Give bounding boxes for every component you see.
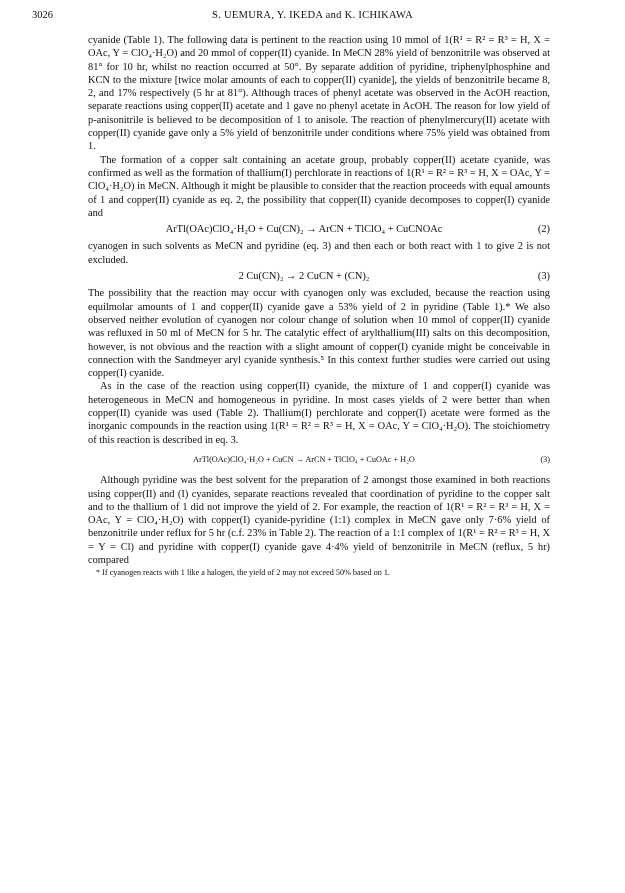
- running-title: S. UEMURA, Y. IKEDA and K. ICHIKAWA: [212, 10, 413, 21]
- equation-number: (2): [537, 224, 550, 236]
- paragraph: The formation of a copper salt containing an acetate group, probably copper(II) acetate cyanide, was confirmed as well as the formation of thallium(I) perchlorate in reactions of 1(R¹ = R² = R³ = H, X = OAc, Y = ClO₄·H₂O) in MeCN. Although it might be plausible to consider that the reaction proceeds with equal amounts of 1 and copper(II) cyanide as eq. 2, the possibility that copper(II) cyanide decomposes to copper(I) cyanide and: [88, 154, 550, 219]
- page-header: [32, 10, 593, 26]
- paragraph: The possibility that the reaction may occur with cyanogen only was excluded, because the reaction using equilmolar amounts of 1 and copper(II) cyanide gave a 53% yield of 2 in pyridine (Table 1).* We also observed neither evolution of cyanogen nor colour change of solution when 10 mmol of copper(II) cyanide was refluxed in 50 ml of MeCN for 5 hr. The catalytic effect of arylthallium(III) salts on this decomposition, however, is not obvious and the reaction with a slight amount of copper(I) cyanide might be conceivable in connection with the Sandmeyer aryl cyanide synthesis.⁵ In this context further studies were carried out using copper(I) cyanide.: [88, 288, 550, 380]
- article-body: [88, 34, 550, 578]
- equation-text: ArTl(OAc)ClO₄·H₂O + CuCN → ArCN + TlClO₄ + CuOAc + H₂O: [193, 454, 415, 464]
- page-number: 3026: [32, 10, 53, 21]
- equation: [88, 223, 550, 236]
- footnote: * If cyanogen reacts with 1 like a halogen, the yield of 2 may not exceed 50% based on 1.: [96, 568, 390, 578]
- equation-number: (3): [537, 271, 550, 283]
- equation-text: 2 Cu(CN)₂ → 2 CuCN + (CN)₂: [238, 271, 370, 283]
- equation: [88, 453, 550, 466]
- equation-number: (3): [540, 454, 550, 464]
- paragraph: cyanogen in such solvents as MeCN and pyridine (eq. 3) and then each or both react with 1 to give 2 is not excluded.: [88, 241, 550, 266]
- paragraph: As in the case of the reaction using copper(II) cyanide, the mixture of 1 and copper(I) cyanide was heterogeneous in MeCN and homogeneous in pyridine. In most cases yields of 2 were better than when copper(II) cyanide was used (Table 2). Thallium(I) perchlorate and copper(I) acetate were formed as the inorganic compounds in the reaction using 1(R¹ = R² = R³ = H, X = OAc, Y = ClO₄·H₂O). The stoichiometry of this reaction is described in eq. 3.: [88, 381, 550, 446]
- paragraph: cyanide (Table 1). The following data is pertinent to the reaction using 10 mmol of 1(R¹ = R² = R³ = H, X = OAc, Y = ClO₄·H₂O) and 20 mmol of copper(II) cyanide. In MeCN 28% yield of benzonitrile was observed at 81° for 10 hr, whilst no reaction occurred at 50°. By separate addition of pyridine, triphenylphosphine and KCN to the mixture [twice molar amounts of each to copper(II) cyanide], the yields of benzonitrile became 8, 2, and 17% respectively (5 hr at 81°). Although traces of phenyl acetate was observed in the AcOH reaction, separate reactions using copper(II) acetate and 1 gave no phenyl acetate in AcOH. The reason for low yield of p-anisonitrile is believed to be decomposition of 1 to anisole. The reaction of phenylmercury(II) acetate with copper(II) cyanide gave only a 5% yield of benzonitrile under conditions where 75% yield was obtained from 1.: [88, 35, 550, 153]
- paragraph: Although pyridine was the best solvent for the preparation of 2 amongst those examined in both reactions using copper(II) and (I) cyanides, separate reactions revealed that coordination of pyridine to the copper salt and to the thallium of 1 did not improve the yield of 2. For example, the reaction of 1(R¹ = R² = R³ = H, X = OAc, Y = ClO₄·H₂O) with copper(I) cyanide-pyridine (1:1) complex in MeCN gave only 7·6% yield of benzonitrile under reflux for 5 hr (c.f. 23% in Table 2). The reaction of a 1:1 complex of 1(R¹ = R² = R³ = H, X = Y = Cl) and pyridine with copper(I) cyanide gave 4·4% yield of benzonitrile in MeCN (reflux, 5 hr) compared: [88, 475, 550, 566]
- equation: [88, 270, 550, 283]
- equation-text: ArTl(OAc)ClO₄·H₂O + Cu(CN)₂ → ArCN + TlClO₄ + CuCNOAc: [165, 224, 443, 236]
